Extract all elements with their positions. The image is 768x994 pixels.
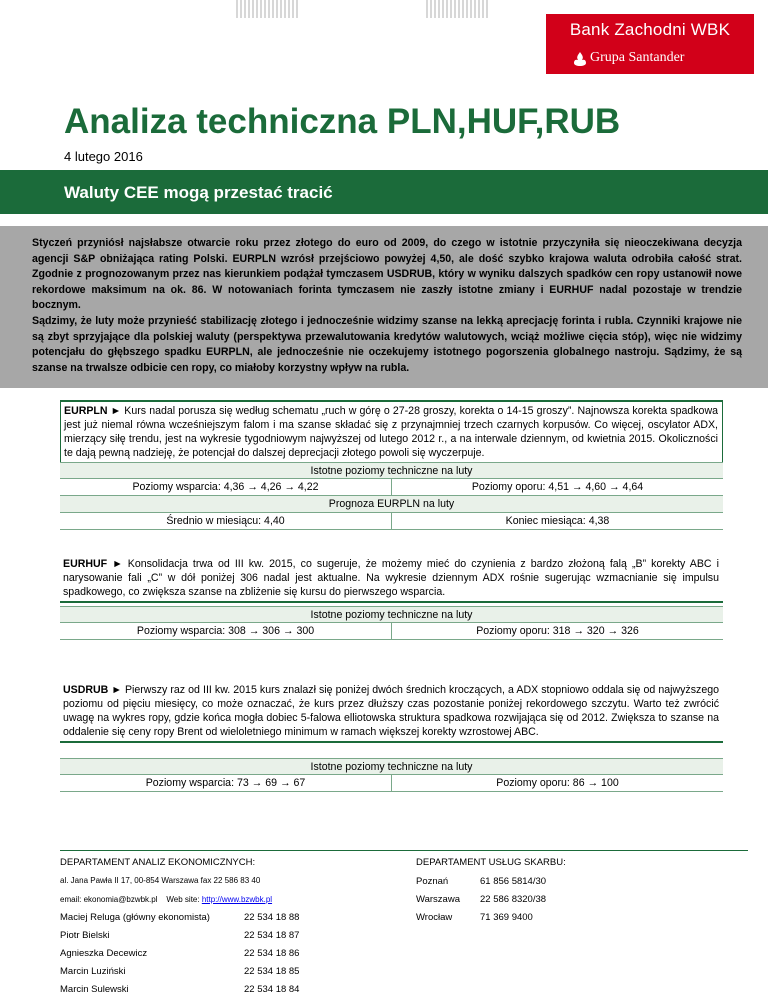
eurpln-text <box>60 400 723 464</box>
person-phone: 22 534 18 84 <box>244 984 300 994</box>
footer-left-title: DEPARTAMENT ANALIZ EKONOMICZNYCH: <box>60 857 256 868</box>
report-date: 4 lutego 2016 <box>64 149 143 164</box>
footer-web-label: Web site: <box>166 895 202 904</box>
bank-name: Bank Zachodni WBK <box>569 20 731 39</box>
eurpln-section <box>60 400 723 464</box>
group-name: Grupa Santander <box>590 50 685 65</box>
usdrub-resistance: Poziomy oporu: 86 → 100 <box>496 777 619 789</box>
eurpln-forecast-end: Koniec miesiąca: 4,38 <box>505 515 610 527</box>
usdrub-label: USDRUB ► <box>63 684 122 696</box>
eurhuf-body: Konsolidacja trwa od III kw. 2015, co sugeruje, że możemy mieć do czynienia z bardzo złożoną falą „B” korekty ABC i narysowanie fali „C” w dół poniżej 306 nadal jest aktualne. Na wykresie dziennym ADX rośnie sugerując wzmacnianie się impulsu spadkowego, co zwiększa szanse na zbliżenie się kursu do pierwszego wsparcia. <box>63 558 719 598</box>
eurhuf-resistance: Poziomy oporu: 318 → 320 → 326 <box>476 625 639 637</box>
person-phone: 22 534 18 85 <box>244 966 300 977</box>
eurhuf-levels-header: Istotne poziomy techniczne na luty <box>60 606 723 623</box>
person-phone: 22 534 18 87 <box>244 930 300 941</box>
santander-flame-icon <box>574 52 586 66</box>
summary-paragraph-1: Styczeń przyniósł najsłabsze otwarcie roku przez złotego do euro od 2009, do czego w istotnie przyczyniła się nieoczekiwana decyzja agencji S&P obniżająca rating Polski. EURPLN wzrósł przejściowo powyżej 4,50, ale dość szybko krajowa waluta odrobiła całość strat. Zgodnie z prognozowanym przez nas kierunkiem podążał tymczasem USDRUB, który w wyniku dalszych spadków cen ropy ustanowił nowe rekordowe maksimum na ok. 86. W notowaniach forinta tymczasem nie zaszły istotne zmiany i EURHUF nadal pozostaje w trendzie bocznym. <box>32 237 742 312</box>
eurpln-levels-table <box>60 462 723 530</box>
summary-box <box>0 226 768 388</box>
eurhuf-levels-row <box>60 623 723 640</box>
usdrub-levels-header: Istotne poziomy techniczne na luty <box>60 758 723 775</box>
person-name: Marcin Sulewski <box>60 984 129 994</box>
footer-email: email: ekonomia@bzwbk.pl <box>60 895 158 904</box>
eurhuf-text <box>60 555 723 603</box>
eurhuf-levels-table <box>60 606 723 640</box>
eurpln-levels-header: Istotne poziomy techniczne na luty <box>60 462 723 479</box>
footer <box>60 850 748 994</box>
eurpln-forecast-row <box>60 513 723 530</box>
eurpln-forecast-header: Prognoza EURPLN na luty <box>60 496 723 513</box>
usdrub-body: Pierwszy raz od III kw. 2015 kurs znalazł się poniżej dwóch średnich kroczących, a ADX stopniowo oddala się od najwyższego poziomu od pięciu miesięcy, co może oznaczać, że kurs przez dłuższy czas pozostanie poniżej rekordowego szczytu. Warto też zwrócić uwagę na wykres ropy, gdzie końca mogła dobiec 5-falowa elliotowska struktura spadkowa rozwijająca się od 2012. Zwiększa to szanse na oddalenie się ceny ropy Brent od wieloletniego minimum w ramach większej korekty wzrostowej ABC. <box>63 684 719 738</box>
usdrub-section <box>60 681 723 743</box>
footer-web-link[interactable]: http://www.bzwbk.pl <box>201 895 273 904</box>
eurhuf-label: EURHUF ► <box>63 558 123 570</box>
eurpln-body: Kurs nadal porusza się według schematu „ruch w górę o 27-28 groszy, korekta o 14-15 groszy”. Najnowsza korekta spadkowa jest już niemal równa wcześniejszym falom i ma szanse składać się z przynajmniej trzech czarnych korpusów. Co więcej, oscylator ADX, mierzący siłę trendu, jest na wykresie tygodniowym najwyższej od lutego 2012 r., a na interwale dziennym, od kwietnia 2015. Okoliczności te dają pewną nadzieję, że potencjał do dalszej deprecjacji złotego powoli się wyczerpuje. <box>64 405 718 459</box>
eurhuf-section <box>60 555 723 603</box>
person-name: Piotr Bielski <box>60 930 110 941</box>
barcode-left <box>236 0 300 18</box>
eurpln-support: Poziomy wsparcia: 4,36 → 4,26 → 4,22 <box>60 479 392 495</box>
office-city: Poznań <box>416 876 449 887</box>
office-phone: 22 586 8320/38 <box>480 894 547 905</box>
page-title: Analiza techniczna PLN,HUF,RUB <box>64 102 621 141</box>
subtitle: Waluty CEE mogą przestać tracić <box>64 183 333 202</box>
footer-address: al. Jana Pawła II 17, 00-854 Warszawa fax 22 586 83 40 <box>60 876 261 885</box>
usdrub-levels-row <box>60 775 723 792</box>
office-phone: 71 369 9400 <box>480 912 533 923</box>
barcode-right <box>426 0 490 18</box>
person-name: Marcin Luziński <box>60 966 126 977</box>
footer-right-title: DEPARTAMENT USŁUG SKARBU: <box>416 857 566 868</box>
usdrub-text <box>60 681 723 743</box>
usdrub-support: Poziomy wsparcia: 73 → 69 → 67 <box>60 775 392 791</box>
eurpln-label: EURPLN ► <box>64 405 122 417</box>
summary-paragraph-2: Sądzimy, że luty może przynieść stabilizację złotego i jednocześnie widzimy szanse na lekką aprecjację forinta i rubla. Czynniki krajowe nie są zbyt sprzyjające dla polskiej waluty (perspektywa przewalutowania kredytów walutowych, wciąż możliwe cięcia stóp), więc nie widzimy potencjału do głębszego spadku EURPLN, ale jednocześnie nie oczekujemy istotnego pogorszenia globalnego nastroju. Sądzimy, że są szanse na trwalsze odbicie cen ropy, co miałoby korzystny wpływ na rubla. <box>32 314 742 374</box>
office-phone: 61 856 5814/30 <box>480 876 547 887</box>
person-name: Agnieszka Decewicz <box>60 948 148 959</box>
person-phone: 22 534 18 86 <box>244 948 300 959</box>
office-city: Wrocław <box>416 912 453 923</box>
footer-contact <box>60 895 272 904</box>
person-phone: 22 534 18 88 <box>244 912 300 923</box>
subtitle-band <box>0 170 768 214</box>
eurpln-resistance: Poziomy oporu: 4,51 → 4,60 → 4,64 <box>471 481 644 493</box>
eurhuf-support: Poziomy wsparcia: 308 → 306 → 300 <box>60 623 392 639</box>
eurpln-forecast-avg: Średnio w miesiącu: 4,40 <box>60 513 392 529</box>
person-name: Maciej Reluga (główny ekonomista) <box>60 912 210 923</box>
eurpln-levels-row <box>60 479 723 496</box>
usdrub-levels-table <box>60 758 723 792</box>
office-city: Warszawa <box>416 894 460 905</box>
bank-logo <box>546 14 754 74</box>
